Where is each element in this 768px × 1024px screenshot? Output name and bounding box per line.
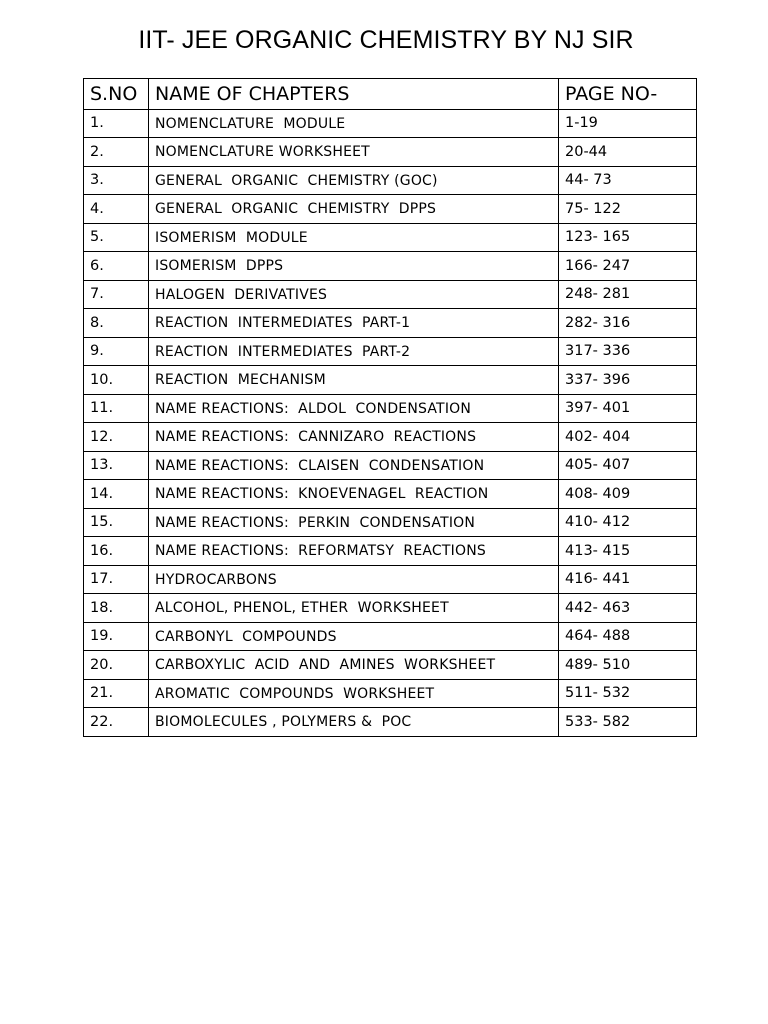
table-row	[84, 566, 697, 594]
row-sno: 15.	[84, 509, 149, 537]
row-page-range: 317- 336	[559, 338, 697, 366]
row-sno: 2.	[84, 138, 149, 167]
row-sno: 3.	[84, 167, 149, 195]
row-page-range: 402- 404	[559, 423, 697, 452]
table-row	[84, 651, 697, 680]
row-sno: 16.	[84, 537, 149, 566]
row-page-range: 397- 401	[559, 395, 697, 423]
row-page-range: 464- 488	[559, 623, 697, 651]
row-chapter-name: ISOMERISM MODULE	[149, 224, 559, 252]
row-sno: 10.	[84, 366, 149, 395]
row-page-range: 20-44	[559, 138, 697, 167]
row-page-range: 408- 409	[559, 480, 697, 509]
row-sno: 14.	[84, 480, 149, 509]
row-chapter-name: CARBOXYLIC ACID AND AMINES WORKSHEET	[149, 651, 559, 680]
table-row	[84, 195, 697, 224]
row-chapter-name: HYDROCARBONS	[149, 566, 559, 594]
table-row	[84, 480, 697, 509]
row-chapter-name: NAME REACTIONS: REFORMATSY REACTIONS	[149, 537, 559, 566]
row-chapter-name: REACTION INTERMEDIATES PART-2	[149, 338, 559, 366]
table-row	[84, 594, 697, 623]
row-page-range: 282- 316	[559, 309, 697, 338]
table-body	[84, 110, 697, 737]
header-page-no: PAGE NO-	[559, 79, 697, 110]
table-row	[84, 623, 697, 651]
row-sno: 19.	[84, 623, 149, 651]
row-chapter-name: BIOMOLECULES , POLYMERS & POC	[149, 708, 559, 737]
row-chapter-name: NAME REACTIONS: PERKIN CONDENSATION	[149, 509, 559, 537]
row-sno: 8.	[84, 309, 149, 338]
row-page-range: 410- 412	[559, 509, 697, 537]
row-sno: 6.	[84, 252, 149, 281]
table-row	[84, 680, 697, 708]
table-row	[84, 224, 697, 252]
row-chapter-name: CARBONYL COMPOUNDS	[149, 623, 559, 651]
row-page-range: 533- 582	[559, 708, 697, 737]
header-sno: S.NO	[84, 79, 149, 110]
row-page-range: 1-19	[559, 110, 697, 138]
chapters-table	[83, 78, 697, 737]
row-sno: 4.	[84, 195, 149, 224]
header-chapter-name: NAME OF CHAPTERS	[149, 79, 559, 110]
row-page-range: 511- 532	[559, 680, 697, 708]
row-page-range: 416- 441	[559, 566, 697, 594]
row-chapter-name: ISOMERISM DPPS	[149, 252, 559, 281]
row-page-range: 44- 73	[559, 167, 697, 195]
row-sno: 17.	[84, 566, 149, 594]
row-page-range: 166- 247	[559, 252, 697, 281]
row-chapter-name: REACTION MECHANISM	[149, 366, 559, 395]
row-page-range: 337- 396	[559, 366, 697, 395]
row-page-range: 405- 407	[559, 452, 697, 480]
row-sno: 18.	[84, 594, 149, 623]
row-page-range: 489- 510	[559, 651, 697, 680]
row-chapter-name: ALCOHOL, PHENOL, ETHER WORKSHEET	[149, 594, 559, 623]
table-row	[84, 281, 697, 309]
row-chapter-name: GENERAL ORGANIC CHEMISTRY DPPS	[149, 195, 559, 224]
table-row	[84, 366, 697, 395]
row-chapter-name: NOMENCLATURE WORKSHEET	[149, 138, 559, 167]
row-sno: 1.	[84, 110, 149, 138]
row-chapter-name: NAME REACTIONS: CANNIZARO REACTIONS	[149, 423, 559, 452]
row-sno: 7.	[84, 281, 149, 309]
table-row	[84, 338, 697, 366]
header-row	[84, 79, 697, 110]
table-row	[84, 309, 697, 338]
table-row	[84, 138, 697, 167]
row-chapter-name: NOMENCLATURE MODULE	[149, 110, 559, 138]
row-chapter-name: NAME REACTIONS: KNOEVENAGEL REACTION	[149, 480, 559, 509]
row-chapter-name: NAME REACTIONS: CLAISEN CONDENSATION	[149, 452, 559, 480]
table-row	[84, 708, 697, 737]
row-sno: 12.	[84, 423, 149, 452]
row-page-range: 413- 415	[559, 537, 697, 566]
row-sno: 9.	[84, 338, 149, 366]
row-chapter-name: NAME REACTIONS: ALDOL CONDENSATION	[149, 395, 559, 423]
table-row	[84, 110, 697, 138]
row-page-range: 75- 122	[559, 195, 697, 224]
table-row	[84, 395, 697, 423]
row-sno: 21.	[84, 680, 149, 708]
row-chapter-name: GENERAL ORGANIC CHEMISTRY (GOC)	[149, 167, 559, 195]
row-sno: 5.	[84, 224, 149, 252]
row-page-range: 248- 281	[559, 281, 697, 309]
row-page-range: 123- 165	[559, 224, 697, 252]
table-row	[84, 452, 697, 480]
row-sno: 11.	[84, 395, 149, 423]
row-chapter-name: REACTION INTERMEDIATES PART-1	[149, 309, 559, 338]
page-title: IIT- JEE ORGANIC CHEMISTRY BY NJ SIR	[138, 26, 634, 54]
table-row	[84, 509, 697, 537]
row-page-range: 442- 463	[559, 594, 697, 623]
table-row	[84, 537, 697, 566]
table-row	[84, 167, 697, 195]
table-header	[84, 79, 697, 110]
row-sno: 20.	[84, 651, 149, 680]
table-row	[84, 423, 697, 452]
table-row	[84, 252, 697, 281]
row-chapter-name: AROMATIC COMPOUNDS WORKSHEET	[149, 680, 559, 708]
row-sno: 13.	[84, 452, 149, 480]
row-sno: 22.	[84, 708, 149, 737]
row-chapter-name: HALOGEN DERIVATIVES	[149, 281, 559, 309]
